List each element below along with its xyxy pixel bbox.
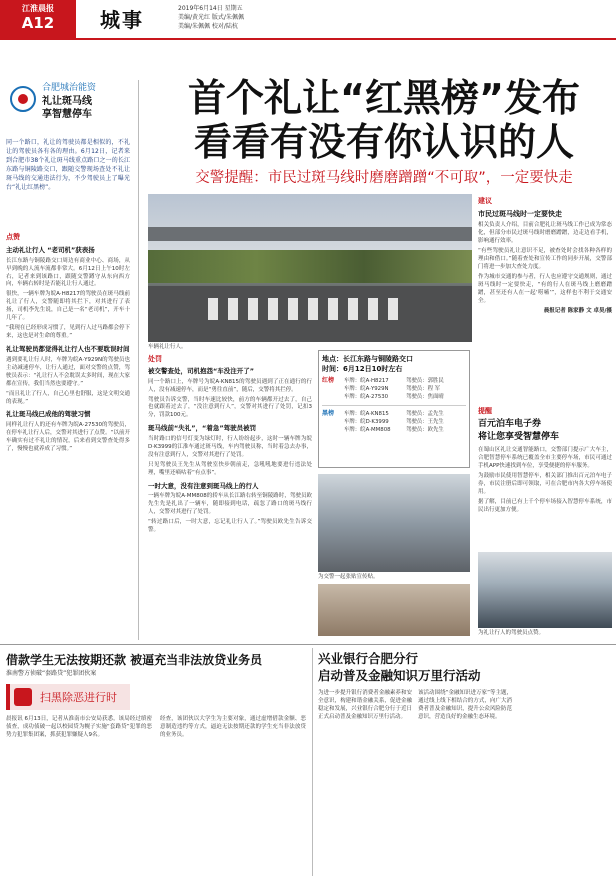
bottom-left-subhead: 淮南警方侦破“套路贷”犯罪团伙案 — [6, 670, 97, 677]
section-name: 城事 — [100, 8, 144, 32]
bottom-left-paragraph-2: 经查，该团伙以大学生为主要对象，通过虚增借款金额、恶意制造违约等方式，逼迫无法按期还款的学生充当非法放贷的业务员。 — [160, 716, 306, 738]
praise-paragraph-5: “而且礼让了行人，自己心里也舒服，这是文明交通的表现。” — [6, 390, 130, 405]
suggest-paragraph-3: 作为城市交通的参与者，行人也应遵守交通规则，通过斑马线时一定要快走，“有的行人在斑马线上磨磨蹭蹭，甚至还有人在一起‘唠嗑’”，这样也不利于交通安全。 — [478, 274, 612, 304]
column-title-1: 合肥城治能资 — [42, 83, 97, 93]
fist-icon — [14, 688, 32, 706]
suggest-paragraph-1: 相关负责人介绍，目前合肥礼让斑马线工作已成为常态化，但部分市民过斑马线时磨磨蹭蹭，边走边看手机，影响通行效率。 — [478, 222, 612, 245]
parking-section — [478, 406, 612, 515]
punish-tag: 处罚 — [148, 355, 162, 363]
praise-heading-1: 主动礼让行人 “老司机”获表扬 — [6, 246, 95, 255]
bottom-right-title-2: 启动普及金融知识万里行活动 — [318, 668, 481, 683]
bottom-right-body — [318, 690, 612, 722]
praise-heading-2: 礼让驾驶员都觉得礼让行人也不要耽误时间 — [6, 345, 130, 354]
praise-paragraph-3: “我现在已经形成习惯了，见到行人过马路都会停下来，这也是对生命的尊重。” — [6, 325, 130, 340]
paper-badge — [0, 0, 76, 38]
punish-paragraph-4: 只见驾驶员王先生从驾驶室快步朝前走，急吼吼地要进行违法处理，嘴里还嘀咕着“有点事”。 — [148, 461, 312, 476]
punish-paragraph-5: 一辆车牌为皖A·MM808的轿车从长江路右转至铜陵路时，驾驶员欧先生先是扎出了一辆车，随即接到电话，疏忽了路口的斑马线行人，交警对其进行了处罚。 — [148, 493, 312, 516]
black-row: 车牌：皖A·MM808 驾驶员：欧先生 — [344, 427, 444, 433]
suggest-credit: 晨报记者 陈家静 文 卓昊/摄 — [543, 307, 612, 314]
bottom-divider — [312, 648, 313, 876]
punish-paragraph-6: “转过路口后，一时大意，忘记礼让行人了。”驾驶员欧先生告诉交警。 — [148, 519, 312, 533]
column-title-3: 享智慧停车 — [42, 109, 92, 120]
traffic-police-photo — [318, 584, 470, 636]
bottom-left-paragraph-1: 晨报讯 6月13日，记者从淮南市公安局获悉，该局经过缜密侦查，成功侦破一起以校园贷为幌子实施“套路贷”犯罪的恶势力犯罪集团案，抓获犯罪嫌疑人9名。 — [6, 716, 152, 738]
parking-paragraph-2: 为鼓励市民使用智慧停车，相关部门推出百元泊车电子券，市民注册后即可领取，可在合肥市内各大停车场使用。 — [478, 473, 612, 496]
red-row: 车牌：皖A·Y929N 驾驶员：程 军 — [344, 386, 441, 392]
praise-photo — [478, 552, 612, 628]
info-place: 地点：长江东路与铜陵路交口 — [322, 355, 413, 363]
photo-caption: 车辆礼让行人。 — [148, 344, 187, 350]
praise-tag: 点赞 — [6, 233, 20, 241]
bottom-right-paragraph-2: 该活动围绕“金融知识进万家”等主题，通过线上线下相结合的方式，向广大消费者普及金融知识，提升公众风险防范意识，营造良好的金融生态环境。 — [418, 690, 512, 720]
punish-heading-3: 一时大意，没有注意到斑马线上的行人 — [148, 481, 259, 490]
parking-heading-1: 百元泊车电子券 — [478, 419, 542, 430]
column-logo-icon — [10, 86, 36, 112]
red-row: 车牌：皖A·27530 驾驶员：焦面晴 — [344, 394, 444, 400]
info-time: 时间：6月12日10时左右 — [322, 365, 403, 373]
punish-paragraph-1: 同一个路口上，车牌号为皖A·KN815的驾驶员遇到了正在通行的行人，没有减速停车，而是“勇往直前”，随后，交警将其拦停。 — [148, 378, 312, 393]
praise-paragraph-6: 同样礼让行人的还有车牌为皖A·27530的驾驶员，在停车礼让行人后，交警对其进行了点赞。“以前开车确实有过不礼让的情况，后来看到交警查处得多了，慢慢也就养成了习惯。” — [6, 421, 130, 452]
sub-headline: 交警提醒：市民过斑马线时磨磨蹭蹭“不可取”，一定要快走 — [195, 170, 573, 186]
header-rule — [0, 38, 616, 40]
punish-heading-1: 被交警查处，司机抱怨“车没注开了” — [148, 367, 255, 376]
headline-line-2: 看看有没有你认识的人 — [193, 120, 574, 164]
punish-heading-2: 斑马线前“失礼”，“着急”驾驶员被罚 — [148, 424, 257, 433]
suggest-tag: 建议 — [478, 197, 492, 205]
paper-name: 江淮晨报 — [22, 4, 54, 13]
praise-heading-3: 礼让斑马线已成他的驾驶习惯 — [6, 410, 91, 419]
bottom-right-title-1: 兴业银行合肥分行 — [318, 651, 419, 666]
parking-heading-2: 将让您享受智慧停车 — [478, 432, 560, 443]
black-row: 车牌：皖A·KN815 驾驶员：孟先生 — [344, 411, 444, 417]
column-title-2: 礼让斑马线 — [42, 96, 92, 107]
poster-caption: 为交警一起张贴宣传贴。 — [318, 574, 379, 580]
praise-paragraph-4: 遇到要礼让行人时，车牌为皖A·Y929N的驾驶员也主动减速停车，让行人通过，面对交警的点赞，驾驶员表示：“礼让行人不会耽误太多时间，现在大家都在宣传，我们当然也要遵守。” — [6, 356, 130, 387]
punish-section — [148, 354, 312, 535]
punish-paragraph-2: 驾驶员告诉交警，当时车速比较快，前方的车辆都开过去了，自己也就跟着过去了，“没注意到行人”，交警对其进行了处罚，记扣3分，罚款100元。 — [148, 396, 312, 419]
red-row: 车牌：皖A·H8217 驾驶员：郭胜民 — [344, 378, 444, 384]
poster-photo — [318, 474, 470, 572]
parking-paragraph-3: 据了解，目前已有上千个停车场接入智慧停车系统，市民出行更加方便。 — [478, 499, 612, 514]
praise-photo-caption: 为礼让行人的驾驶员点赞。 — [478, 630, 545, 636]
bottom-rule — [0, 644, 616, 645]
badge-text: 扫黑除恶进行时 — [40, 691, 117, 704]
praise-paragraph-2: 很快，一辆车牌为皖A·H8217的驾驶员在斑马线前礼让了行人，交警随即将其拦下，对其进行了表扬，司机李先生说，自己是一名“老司机”，开车十几年了。 — [6, 291, 130, 322]
black-row: 车牌：皖D·K3999 驾驶员：王先生 — [344, 419, 444, 425]
suggest-heading: 市民过斑马线时一定要快走 — [478, 210, 562, 219]
punish-paragraph-3: 当时路口的信号灯变为绿灯时，行人纷纷起步，这时一辆车牌为皖D·K3999的江淮车通过斑马线，车内驾驶员称，当时着急去办事，没有注意到行人，交警对其进行了处罚。 — [148, 435, 312, 458]
editor-line-1: 美编/黄光红 版式/朱佩佩 — [178, 14, 244, 21]
column-divider — [138, 80, 139, 640]
red-black-list-box — [318, 350, 470, 468]
main-headline — [158, 76, 610, 164]
red-list-label: 红榜 — [322, 377, 335, 384]
crosswalk-photo — [148, 194, 472, 342]
suggest-paragraph-2: “有些驾驶员礼让意识不足，被查处时会找各种各样的理由和借口。”随着查处和宣传工作的同步开展，交警部门将进一步加大查处力度。 — [478, 248, 612, 271]
bottom-left-body — [6, 716, 306, 741]
parking-tag: 提醒 — [478, 407, 492, 415]
page-number: A12 — [21, 13, 55, 32]
headline-line-1: 首个礼让“红黑榜”发布 — [188, 76, 580, 120]
bottom-right-paragraph-1: 为进一步提升银行消费者金融素养和安全意识，构建和谐金融关系，促进金融稳定和发展，兴业银行合肥分行于近日正式启动普及金融知识万里行活动。 — [318, 690, 412, 720]
issue-date: 2019年6月14日 星期五 — [178, 5, 243, 12]
bottom-right-headline — [318, 650, 614, 684]
suggest-section — [478, 196, 612, 316]
editor-line-2: 美编/朱佩佩 校对/陆杭 — [178, 23, 238, 30]
praise-section — [6, 232, 130, 454]
praise-paragraph-1: 长江东路与铜陵路交口周边有商业中心、商场，从早到晚的人流车流都非常大。6月12日上午10时左右，记者来到该路口，跟随交警蹲守从东向西方向，车辆右转时是否能礼让行人通过。 — [6, 257, 130, 288]
lead-paragraph: 同一个路口，礼让的驾驶员都是相似的，不礼让的驾驶员各有各的理由。6月12日，记者来到合肥市38个礼让斑马线重点路口之一的长江东路与铜陵路交口，跟随交警现场查处不礼让斑马线的交通违法行为，不少驾驶员上了曝光台“礼让红黑榜”。 — [6, 139, 130, 191]
date-info — [178, 4, 244, 31]
bottom-left-headline: 借款学生无法按期还款 被逼充当非法放贷业务员 — [6, 653, 263, 667]
black-list-label: 黑榜 — [322, 410, 335, 417]
parking-paragraph-1: 在蜀山区礼让交通智能路口，交警部门提示广大车主，合肥智慧停车系统已覆盖全市主要停车场，市民可通过手机APP快速找到车位，享受便捷的停车服务。 — [478, 447, 612, 470]
